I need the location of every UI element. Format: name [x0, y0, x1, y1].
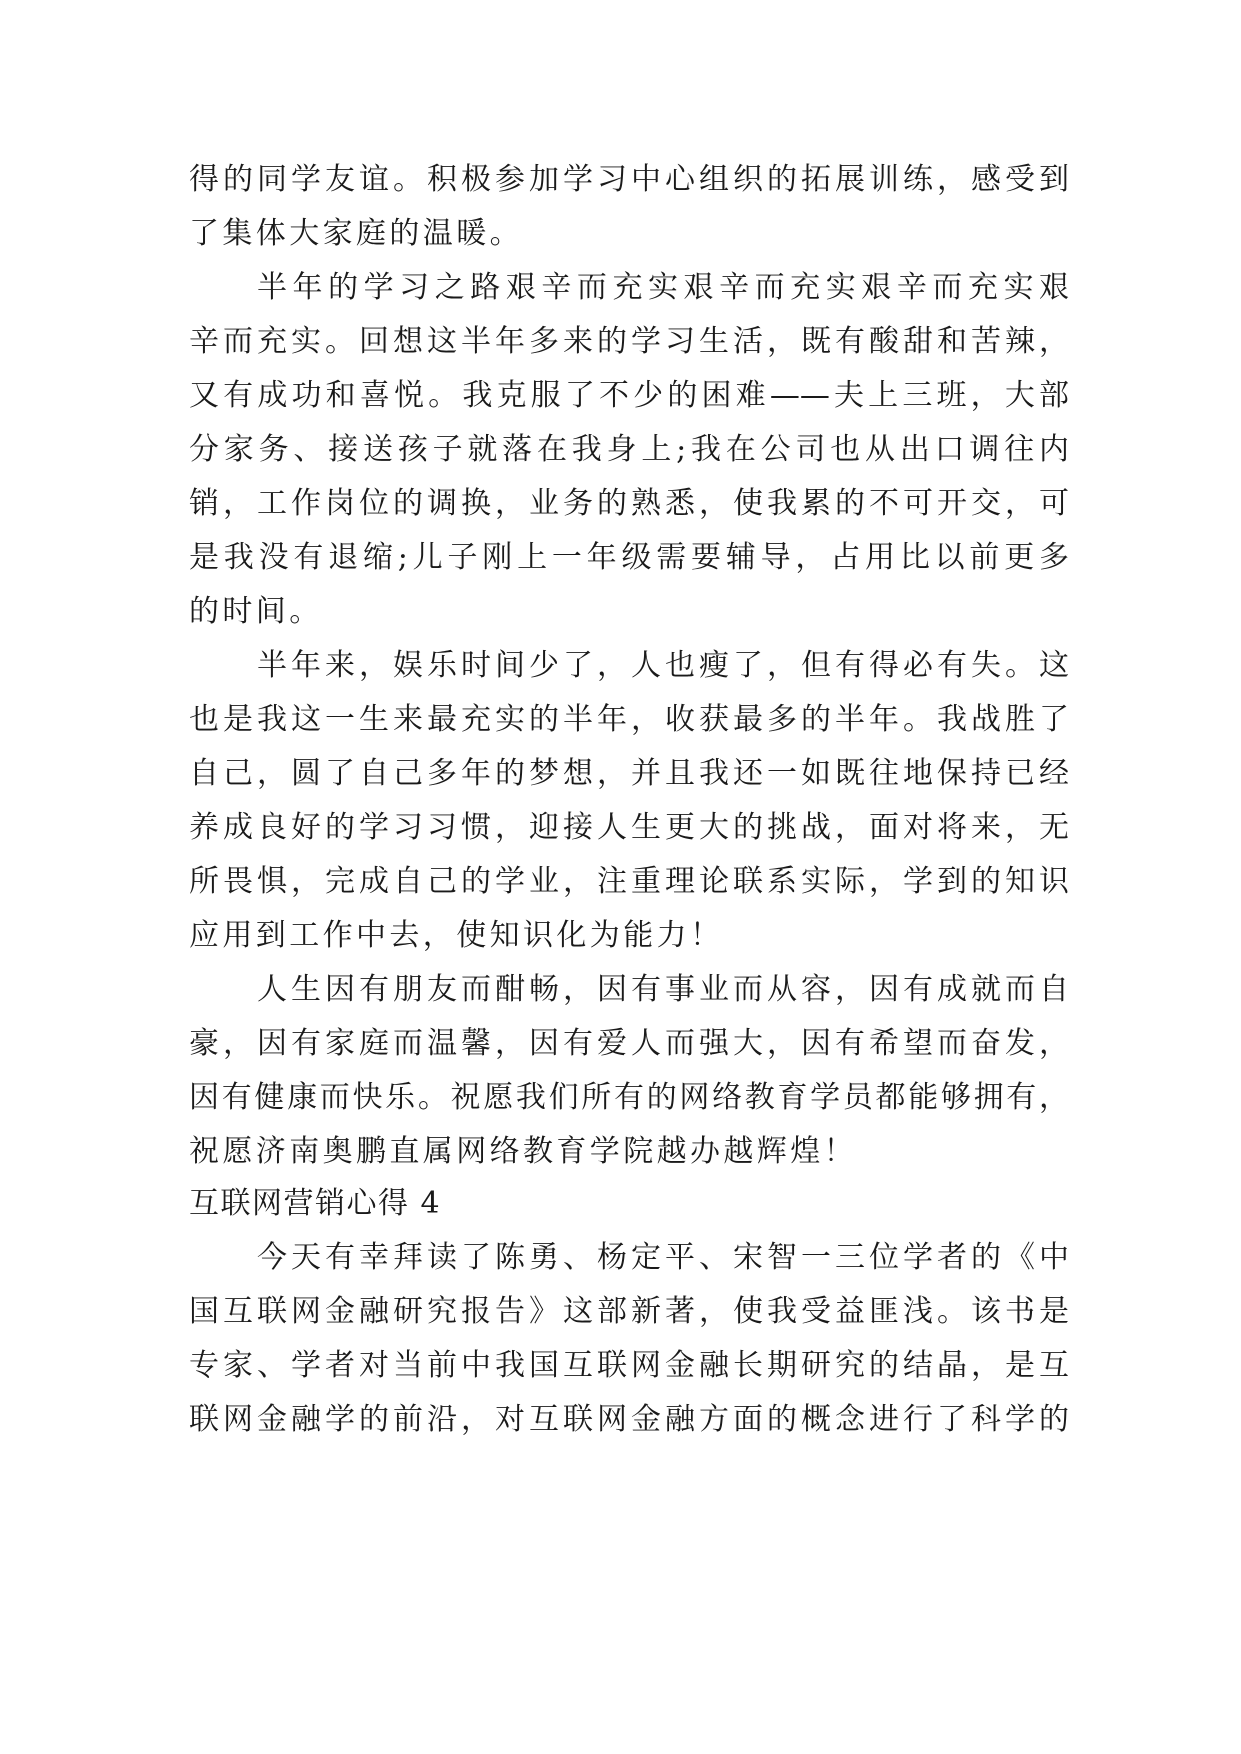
text-line: 辛而充实。回想这半年多来的学习生活，既有酸甜和苦辣，	[189, 324, 1069, 359]
text-line: 是我没有退缩;儿子刚上一年级需要辅导，占用比以前更多	[189, 540, 1069, 575]
text-line: 了集体大家庭的温暖。	[189, 216, 523, 251]
text-line: 应用到工作中去，使知识化为能力！	[189, 918, 724, 953]
text-line: 销，工作岗位的调换，业务的熟悉，使我累的不可开交，可	[189, 486, 1069, 521]
text-line: 又有成功和喜悦。我克服了不少的困难——夫上三班，大部	[189, 378, 1069, 413]
text-line: 联网金融学的前沿，对互联网金融方面的概念进行了科学的	[189, 1402, 1069, 1437]
text-line: 专家、学者对当前中我国互联网金融长期研究的结晶，是互	[189, 1348, 1069, 1383]
text-line: 自己，圆了自己多年的梦想，并且我还一如既往地保持已经	[189, 756, 1069, 791]
text-line: 半年来，娱乐时间少了，人也瘦了，但有得必有失。这	[257, 648, 1069, 683]
text-line: 豪，因有家庭而温馨，因有爱人而强大，因有希望而奋发，	[189, 1026, 1069, 1061]
section-heading: 互联网营销心得 4	[189, 1186, 442, 1221]
text-line: 国互联网金融研究报告》这部新著，使我受益匪浅。该书是	[189, 1294, 1069, 1329]
text-line: 人生因有朋友而酣畅，因有事业而从容，因有成就而自	[257, 972, 1069, 1007]
text-line: 也是我这一生来最充实的半年，收获最多的半年。我战胜了	[189, 702, 1069, 737]
text-line: 得的同学友谊。积极参加学习中心组织的拓展训练，感受到	[189, 162, 1069, 197]
text-line: 的时间。	[189, 594, 323, 629]
text-line: 今天有幸拜读了陈勇、杨定平、宋智一三位学者的《中	[257, 1240, 1069, 1275]
text-line: 祝愿济南奥鹏直属网络教育学院越办越辉煌！	[189, 1134, 857, 1169]
text-line: 因有健康而快乐。祝愿我们所有的网络教育学员都能够拥有，	[189, 1080, 1069, 1115]
text-line: 半年的学习之路艰辛而充实艰辛而充实艰辛而充实艰	[257, 270, 1069, 305]
text-line: 所畏惧，完成自己的学业，注重理论联系实际，学到的知识	[189, 864, 1069, 899]
text-line: 分家务、接送孩子就落在我身上;我在公司也从出口调往内	[189, 432, 1069, 467]
text-line: 养成良好的学习习惯，迎接人生更大的挑战，面对将来，无	[189, 810, 1069, 845]
